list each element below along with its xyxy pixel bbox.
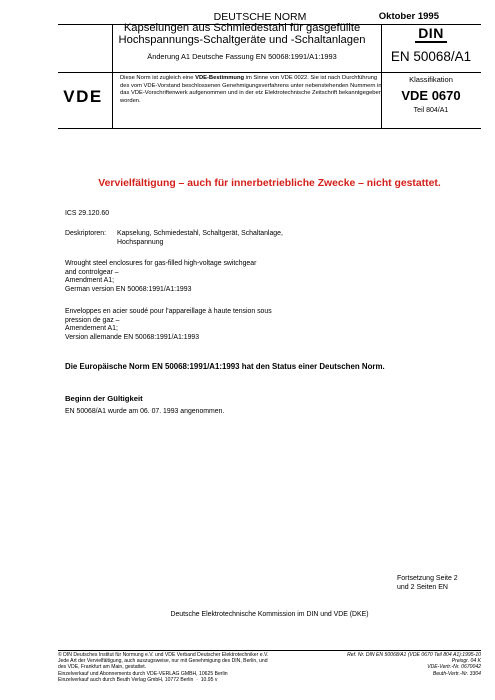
status-statement: Die Europäische Norm EN 50068:1991/A1:1993 hat den Status einer Deutschen Norm. <box>65 362 385 371</box>
footer-ref-line: VDE-Vertr.-Nr. 0670042 <box>427 664 481 671</box>
gueltigkeit-text: EN 50068/A1 wurde am 06. 07. 1993 angenommen. <box>65 408 225 415</box>
continuation-note <box>397 574 487 592</box>
footer-line: © DIN Deutsches Institut für Normung e.V. und VDE Verband Deutscher Elektrotechniker e.V. <box>58 652 269 658</box>
english-line: Wrought steel enclosures for gas-filled high-voltage switchgear <box>65 260 257 267</box>
continuation-line: und 2 Seiten EN <box>397 584 448 591</box>
deskriptoren-value: Kapselung, Schmiedestahl, Schaltgerät, Schaltanlage, Hochspannung <box>117 230 283 246</box>
footer-reference <box>290 652 481 677</box>
klassifikation-label: Klassifikation <box>409 75 453 84</box>
footer-ref-line: Beuth-Vertr.-Nr. 3304 <box>432 670 481 677</box>
ics-code: ICS 29.120.60 <box>65 210 110 217</box>
footer-line: Jede Art der Vervielfältigung, auch auszugsweise, nur mit Genehmigung des DIN, Berlin, und <box>58 658 268 665</box>
vde-note-bold: VDE-Bestimmung <box>195 75 245 81</box>
din-number: EN 50068/A1 <box>390 49 472 64</box>
klassifikation-teil: Teil 804/A1 <box>413 107 449 114</box>
footer-issue-code: 10.95 v <box>200 676 218 683</box>
document-subtitle: Änderung A1 Deutsche Fassung EN 50068:1991/A1:1993 <box>147 52 337 61</box>
vde-logo: VDE <box>63 87 103 106</box>
footer-beuth: Einzelverkauf auch durch Beuth Verlag GmbH, 10772 Berlin <box>58 676 194 683</box>
vde-note-part1: Diese Norm ist zugleich eine <box>120 75 196 81</box>
english-line: German version EN 50068:1991/A1:1993 <box>65 285 192 293</box>
title-box <box>112 22 372 70</box>
din-logo: DIN <box>415 26 447 43</box>
footer-line: Einzelverkauf auch durch Beuth Verlag GmbH, 10772 Berlin · 10.95 v <box>58 676 218 683</box>
footer-line: Einzelverkauf und Abonnements durch VDE-VERLAG GMBH, 10625 Berlin <box>58 670 228 677</box>
copy-warning: Vervielfältigung – auch für innerbetriebliche Zwecke – nicht gestattet. <box>98 178 441 189</box>
deskriptoren-label: Deskriptoren: <box>65 230 106 237</box>
french-line: Enveloppes en acier soudé pour l'appareillage à haute tension sous <box>65 308 272 315</box>
vde-note <box>120 75 382 105</box>
english-line: and controlgear – <box>65 268 119 276</box>
footer-ref-line: Preisgr. 04 K <box>451 658 481 665</box>
document-title: Kapselungen aus Schmiedestahl für gasgefüllte Hochspannungs-Schaltgeräte und -Schaltanlagen <box>118 22 366 46</box>
klassifikation-vde: VDE 0670 <box>401 88 461 103</box>
english-title <box>65 260 335 294</box>
footer-rule <box>58 650 481 651</box>
french-line: Version allemande EN 50068:1991/A1:1993 <box>65 333 200 341</box>
norm-label: DEUTSCHE NORM <box>213 11 307 23</box>
english-line: Amendment A1; <box>65 277 115 285</box>
footer-copyright <box>58 652 318 683</box>
vde-rule <box>58 128 481 129</box>
footer-line: des VDE, Frankfurt am Main, gestattet. <box>58 664 147 671</box>
vde-divider <box>112 72 113 128</box>
vde-note-part2: im Sinne von VDE 0022. Sie ist nach Durchführung des vom VDE-Vorstand beschlossenen Genehmigungsverfahrens unter nebenstehenden Nummern in das VDE-Vorschriftenwerk aufgenommen und in der etz Elektrotechnische Zeitschrift bekanntgegeben worden. <box>120 75 382 104</box>
gueltigkeit-heading: Beginn der Gültigkeit <box>65 394 143 403</box>
title-divider-left <box>112 24 113 72</box>
french-line: pression de gaz – <box>65 316 120 324</box>
klassifikation-box <box>383 75 479 114</box>
french-line: Amendement A1; <box>65 325 118 333</box>
french-title <box>65 308 335 342</box>
continuation-line: Fortsetzung Seite 2 <box>397 575 458 582</box>
footer-ref-line: Ref. Nr. DIN EN 50068/A1 (VDE 0670 Teil 804 A1):1995-10 <box>347 652 481 658</box>
publication-date: Oktober 1995 <box>378 11 439 22</box>
commission: Deutsche Elektrotechnische Kommission im DIN und VDE (DKE) <box>170 611 369 618</box>
title-rule <box>58 72 481 73</box>
din-box <box>383 25 479 64</box>
